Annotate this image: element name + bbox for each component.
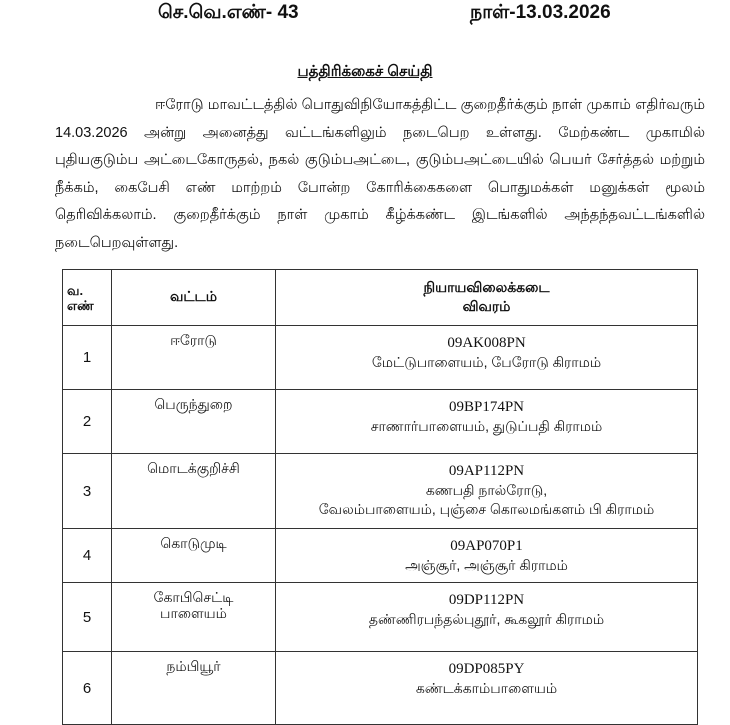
taluk-name: பெருந்துறை: [154, 396, 233, 412]
serial-number: 6: [63, 652, 112, 725]
header-shop-line1: நியாயவிலைக்கடை: [423, 278, 550, 295]
taluk-name: கோபிசெட்டி: [153, 589, 234, 605]
shop-code: 09AP070P1: [450, 538, 523, 554]
serial-number: 5: [63, 583, 112, 652]
table-row: [63, 326, 698, 390]
taluk-name-cont: பாளையம்: [160, 605, 227, 621]
header-sno-line2: எண்: [67, 297, 94, 313]
shop-place: சாணார்பாளையம், துடுப்பதி கிராமம்: [370, 418, 603, 434]
shop-code: 09AP112PN: [448, 463, 525, 479]
header-serial-number: [63, 270, 112, 326]
serial-number: 1: [63, 326, 112, 390]
shop-details-cell: [276, 583, 698, 652]
taluk-cell: [112, 390, 276, 454]
header-row: [0, 0, 730, 42]
taluk-name: ஈரோடு: [170, 332, 217, 348]
document-date: நாள்-13.03.2026: [470, 2, 611, 23]
table-header-row: [63, 270, 698, 326]
serial-number: 2: [63, 390, 112, 454]
shop-code: 09DP112PN: [448, 592, 525, 608]
shop-details-cell: [276, 326, 698, 390]
shop-details-cell: [276, 454, 698, 529]
taluk-name: மொடக்குறிச்சி: [147, 460, 240, 476]
taluk-cell: [112, 652, 276, 725]
serial-number: 3: [63, 454, 112, 529]
shop-details-cell: [276, 390, 698, 454]
title-text: பத்திரிக்கைச் செய்தி: [297, 63, 433, 80]
shop-place: மேட்டுபாளையம், பேரோடு கிராமம்: [371, 354, 602, 370]
taluk-name: நம்பியூர்: [166, 658, 221, 674]
shop-place: தண்ணிரபந்தல்புதூர், கூகலூர் கிராமம்: [368, 611, 605, 627]
shop-code: 09AK008PN: [447, 335, 526, 351]
table-row: [63, 583, 698, 652]
table-row: [63, 652, 698, 725]
taluk-cell: [112, 326, 276, 390]
taluk-cell: [112, 454, 276, 529]
header-shop-details: [276, 270, 698, 326]
camp-locations-table: [62, 269, 698, 725]
shop-code: 09DP085PY: [448, 661, 525, 677]
body-paragraph: ஈரோடு மாவட்டத்தில் பொதுவிநியோகத்திட்ட குறைதீர்க்கும் நாள் முகாம் எதிர்வரும் 14.03.2026 அன்று அனைத்து வட்டங்களிலும் நடைபெற உள்ளது. மேற்கண்ட முகாமில் புதியகுடும்ப அட்டைகோருதல், நகல் குடும்பஅட்டை, குடும்பஅட்டையில் பெயர் சேர்த்தல் மற்றும் நீக்கம், கைபேசி எண் மாற்றம் போன்ற கோரிக்கைகளை பொதுமக்கள் மனுக்கள் மூலம் தெரிவிக்கலாம். குறைதீர்க்கும் நாள் முகாம் கீழ்க்கண்ட இடங்களில் அந்தந்தவட்டங்களில் நடைபெறவுள்ளது.: [55, 97, 705, 251]
shop-details-cell: [276, 652, 698, 725]
shop-place-cont: வேலம்பாளையம், புஞ்சை கொலமங்களம் பி கிராமம்: [318, 501, 655, 517]
shop-details-cell: [276, 529, 698, 583]
header-taluk: வட்டம்: [112, 270, 276, 326]
table-row: [63, 390, 698, 454]
table-row: [63, 454, 698, 529]
serial-number: 4: [63, 529, 112, 583]
taluk-name: கொடுமுடி: [160, 535, 227, 551]
header-shop-line2: விவரம்: [462, 297, 511, 314]
shop-place: கணபதி நால்ரோடு,: [425, 482, 548, 498]
shop-code: 09BP174PN: [448, 399, 525, 415]
taluk-cell: [112, 583, 276, 652]
document-title: [0, 62, 730, 82]
header-sno-line1: வ.: [67, 282, 84, 298]
shop-place: கண்டக்காம்பாளையம்: [415, 680, 558, 696]
table-row: [63, 529, 698, 583]
shop-place: அஞ்சூர், அஞ்சூர் கிராமம்: [405, 557, 568, 573]
reference-number: செ.வெ.எண்- 43: [158, 2, 299, 23]
taluk-cell: [112, 529, 276, 583]
